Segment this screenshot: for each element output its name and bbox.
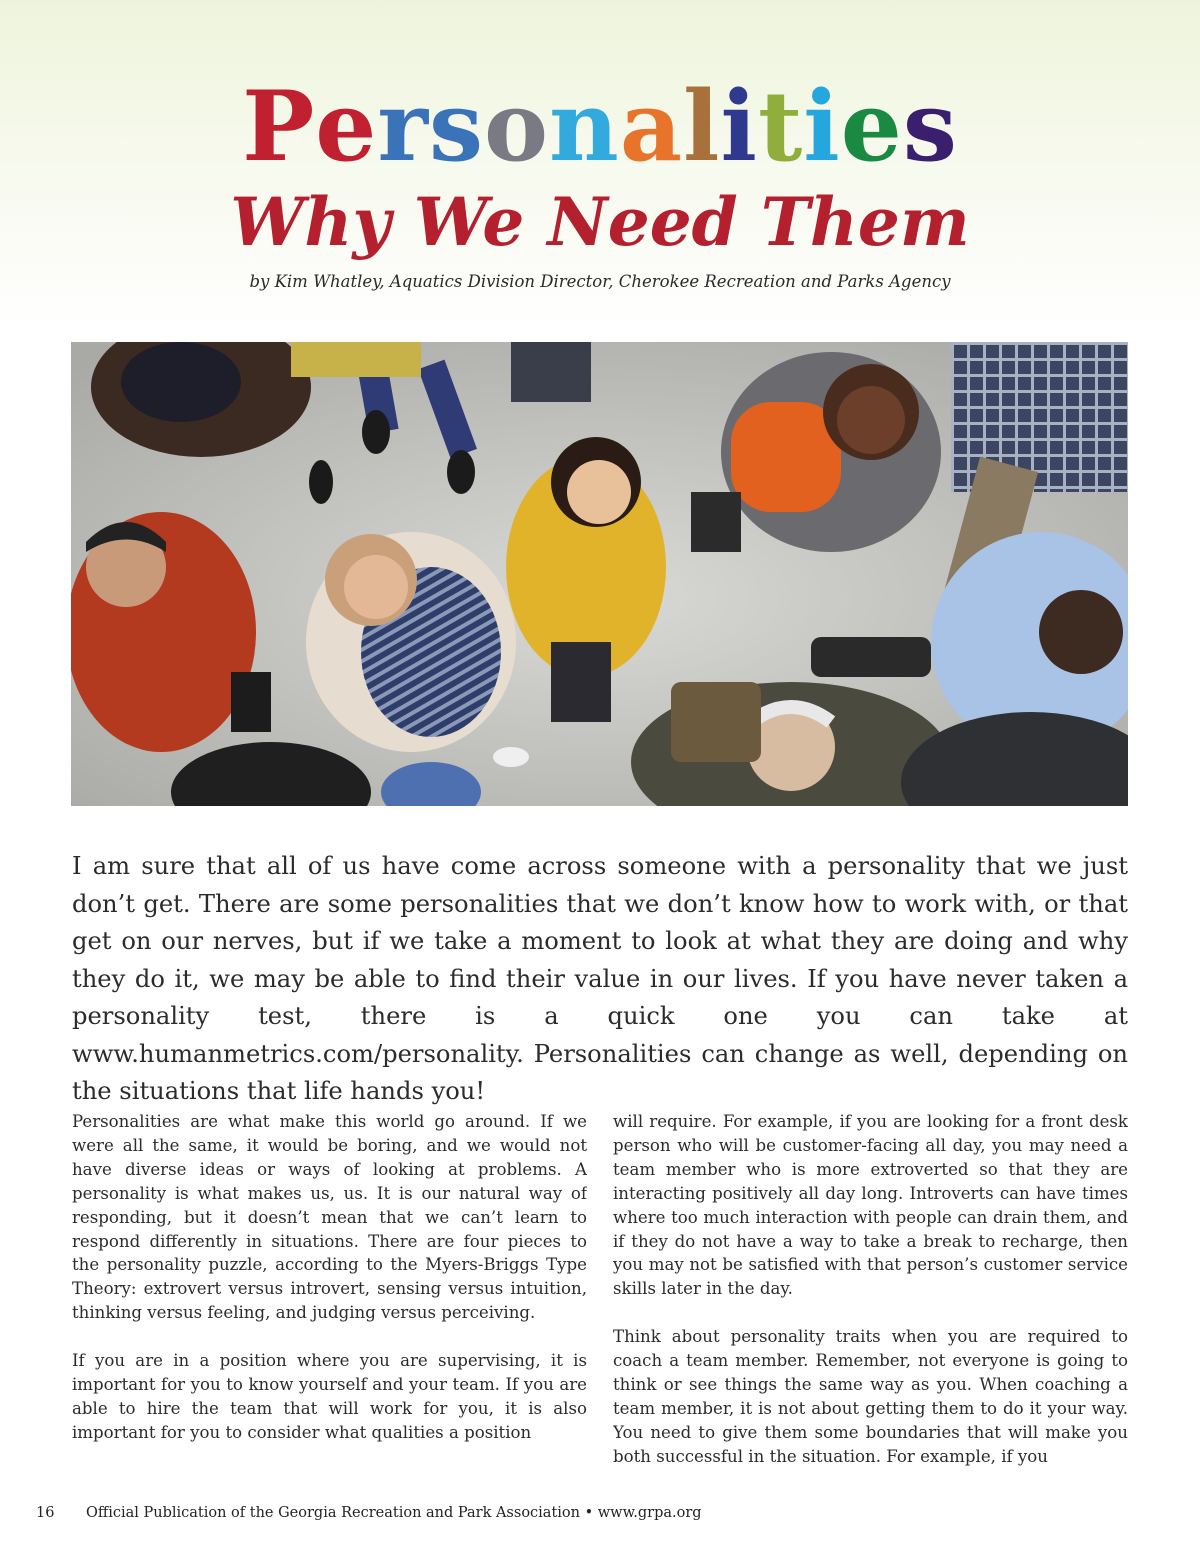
article-subtitle: Why We Need Them [230,183,970,261]
title-letter: e [840,70,903,183]
publication-name: Official Publication of the Georgia Recreation and Park Association [86,1505,580,1521]
body-paragraph: Think about personality traits when you are required to coach a team member. Remember, not everyone is going to think or see things the same way as you. When coaching a team member, it is not about getting them to do it your way. You need to give them some boundaries that will make you both successful in the situation. For example, if you [613,1327,1128,1466]
body-paragraph: If you are in a position where you are supervising, it is important for you to know yourself and your team. If you are able to hire the team that will work for you, it is also important for you to consider what qualities a position [72,1351,587,1442]
title-letter: s [902,70,958,183]
title-letter: i [720,70,758,183]
title-letter: n [549,70,620,183]
title-letter: t [757,70,804,183]
intro-paragraph: I am sure that all of us have come across someone with a personality that we just don’t get. There are some personalities that we don’t know how to work with, or that get on our nerves, but if we take a moment to look at what they are doing and why they do it, we may be able to find their value in our lives. If you have never taken a personality test, there is a quick one you can take at www.humanmetrics.com/personality. Personalities can change as well, depending on the situations that life hands you! [72,852,1128,1105]
footer-separator: • [584,1505,594,1521]
article-title [0,72,1200,182]
title-letter: i [803,70,841,183]
title-letter: a [619,70,684,183]
page-footer [36,1505,702,1521]
title-letter: l [683,70,721,183]
body-column-right [613,1110,1128,1472]
title-letter: e [315,70,378,183]
body-column-left [72,1110,587,1472]
website-link[interactable]: www.grpa.org [597,1505,702,1521]
page-number: 16 [36,1505,55,1521]
byline: by Kim Whatley, Aquatics Division Director, Cherokee Recreation and Parks Agency [249,272,951,291]
title-letter: r [377,70,429,183]
body-paragraph: Personalities are what make this world go around. If we were all the same, it would be boring, and we would not have diverse ideas or ways of looking at problems. A personality is what makes us, us. It is our natural way of responding, but it doesn’t mean that we can’t learn to respond differently in situations. There are four pieces to the personality puzzle, according to the Myers-Briggs Type Theory: extrovert versus introvert, sensing versus intuition, thinking versus feeling, and judging versus perceiving. [72,1112,587,1323]
title-letter: o [483,70,550,183]
title-letter: P [242,70,316,183]
group-of-people-looking-up-photo [71,342,1128,806]
body-paragraph: will require. For example, if you are looking for a front desk person who will be customer-facing all day, you may need a team member who is more extroverted so that they are interacting positively all day long. Introverts can have times where too much interaction with people can drain them, and if they do not have a way to take a break to recharge, then you may not be satisfied with that person’s customer service skills later in the day. [613,1112,1128,1299]
title-letter: s [428,70,484,183]
